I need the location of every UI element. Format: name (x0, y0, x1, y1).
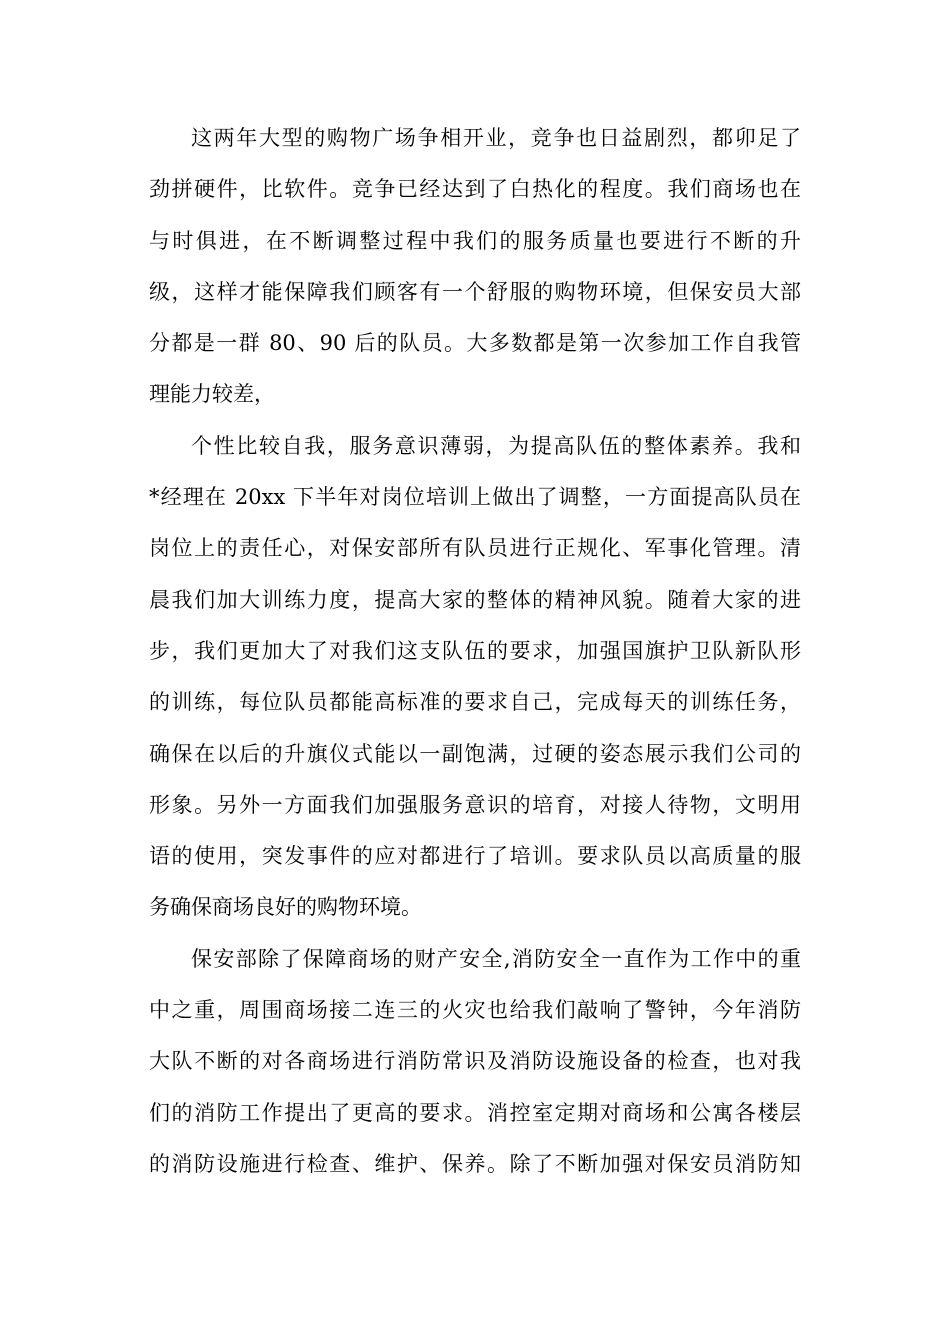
text-line: 语的使用，突发事件的应对都进行了培训。要求队员以高质量的服 (149, 844, 801, 869)
paragraph-3 (149, 939, 801, 1195)
text-line: 步，我们更加大了对我们这支队伍的要求，加强国旗护卫队新队形 (149, 638, 801, 663)
text-line: 晨我们加大训练力度，提高大家的整体的精神风貌。随着大家的进 (149, 587, 801, 612)
text-line: 理能力较差， (149, 382, 275, 407)
text-line: 个性比较自我，服务意识薄弱，为提高队伍的整体素养。我和 (191, 433, 801, 458)
text-line: 这两年大型的购物广场争相开业，竞争也日益剧烈，都卯足了 (191, 126, 801, 150)
text-line: 分都是一群 80、90 后的队员。大多数都是第一次参加工作自我管 (149, 331, 801, 356)
text-line: 中之重，周围商场接二连三的火灾也给我们敲响了警钟，今年消防 (149, 998, 801, 1023)
text-line: 保安部除了保障商场的财产安全,消防安全一直作为工作中的重 (191, 946, 801, 971)
document-page (149, 118, 801, 1195)
text-line: 的训练，每位队员都能高标准的要求自己，完成每天的训练任务， (149, 690, 801, 715)
text-line: 确保在以后的升旗仪式能以一副饱满，过硬的姿态展示我们公司的 (149, 741, 801, 766)
paragraph-2 (149, 426, 801, 939)
text-line: 岗位上的责任心，对保安部所有队员进行正规化、军事化管理。清 (149, 536, 801, 561)
text-line: 的消防设施进行检查、维护、保养。除了不断加强对保安员消防知 (149, 1151, 801, 1176)
text-line: *经理在 20xx 下半年对岗位培训上做出了调整，一方面提高队员在 (149, 485, 801, 510)
text-line: 劲拼硬件，比软件。竞争已经达到了白热化的程度。我们商场也在 (149, 177, 801, 202)
text-line: 们的消防工作提出了更高的要求。消控室定期对商场和公寓各楼层 (149, 1100, 801, 1125)
text-line: 大队不断的对各商场进行消防常识及消防设施设备的检查，也对我 (149, 1049, 801, 1074)
paragraph-1 (149, 118, 801, 426)
text-line: 形象。另外一方面我们加强服务意识的培育，对接人待物，文明用 (149, 792, 801, 817)
text-line: 与时俱进，在不断调整过程中我们的服务质量也要进行不断的升 (149, 228, 801, 253)
text-line: 级，这样才能保障我们顾客有一个舒服的购物环境，但保安员大部 (149, 279, 801, 304)
text-line: 务确保商场良好的购物环境。 (149, 895, 422, 920)
